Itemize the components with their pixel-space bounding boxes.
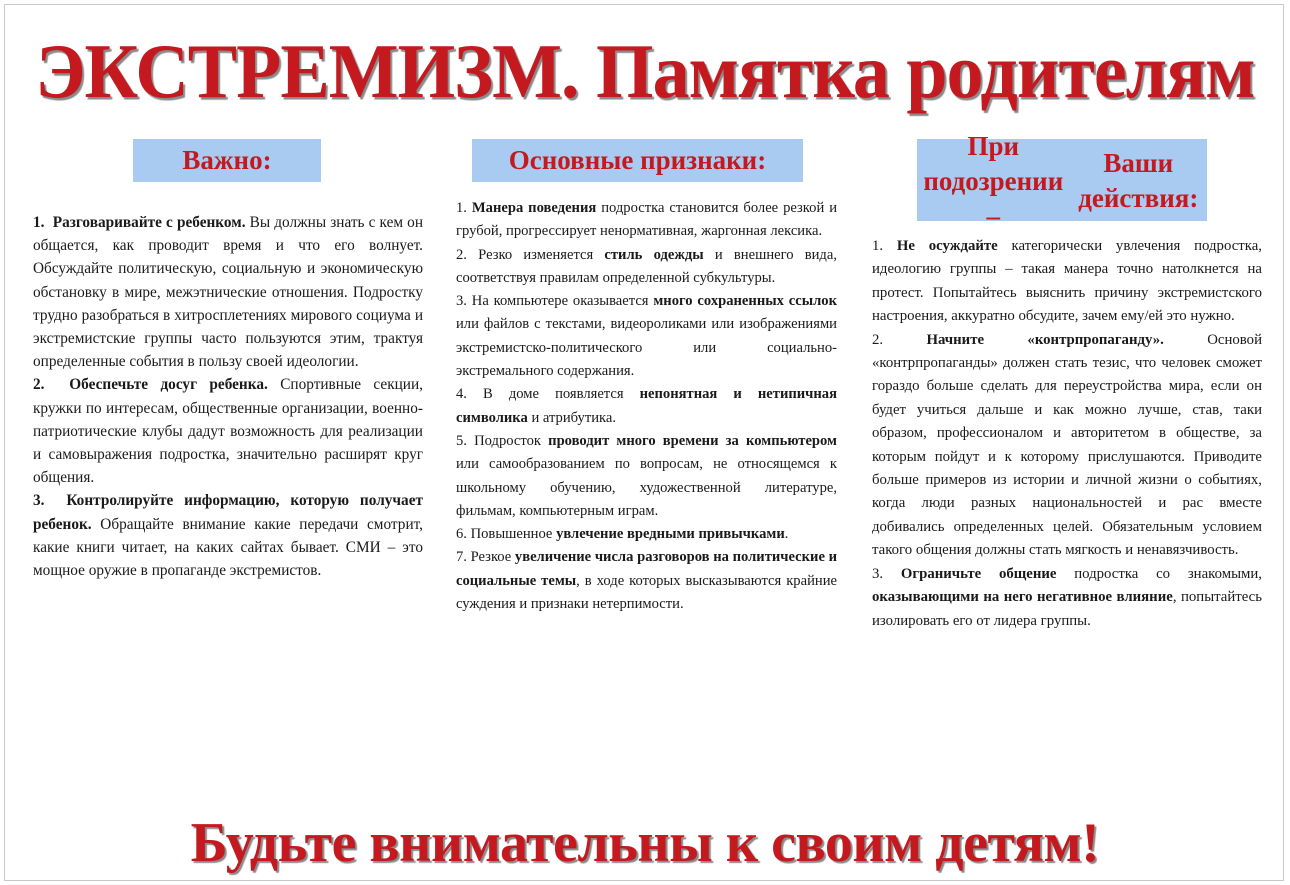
heading-actions-line2: Ваши действия: xyxy=(1078,148,1199,213)
list-item: 1. Разговаривайте с ребенком. Вы должны знать с кем он общается, как проводит время и что его волнует. Обсуждайте политическую, социальную и экономическую обстановку в мире, межэтнические отношения. Подростку трудно разобраться в хитросплетениях мирового социума и экстремистские группы часто пользуются этим, трактуя определенные события в пользу своей идеологии. xyxy=(33,214,424,371)
heading-actions xyxy=(917,130,1207,231)
column-signs xyxy=(456,197,837,616)
list-item: 3. Ограничьте общение подростка со знакомыми, оказывающими на него негативное влияние, попытайтесь изолировать его от лидера группы. xyxy=(872,565,1263,629)
list-item: 2. Начните «контрпропаганду». Основой «контрпропаганды» должен стать тезис, что человек сможет гораздо больше сделать для переустройства мира, если он будет учиться дальше и как можно лучше, став, таки образом, профессионалом и авторитетом в обществе, за которым пойдут и к которому прислушаются. Приводите больше примеров из истории и личной жизни о событиях, когда люди разных национальностей и рас вместе добивались определенных целей. Обязательным условием такого общения должны стать мягкость и ненавязчивость. xyxy=(872,331,1262,559)
list-item: 1. Не осуждайте категорически увлечения подростка, идеологию группы – такая манера точно натолкнется на протест. Попытайтесь выяснить причину экстремистского настроения, аккуратно обсудите, зачем ему/ей это нужно. xyxy=(872,238,1262,325)
heading-important: Важно: xyxy=(133,139,321,182)
column-actions xyxy=(872,235,1262,633)
list-item: 2. Резко изменяется стиль одежды и внешнего вида, соответствуя правилам определенной субкультуры. xyxy=(456,246,837,286)
footer-slogan: Будьте внимательны к своим детям! xyxy=(190,812,1100,874)
column-important xyxy=(33,211,423,582)
page-title: ЭКСТРЕМИЗМ. Памятка родителям xyxy=(35,28,1255,116)
list-item: 2. Обеспечьте досуг ребенка. Спортивные секции, кружки по интересам, общественные организации, военно-патриотические клубы дадут возможность для реализации и самовыражения подростка, значительно расширят круг общения. xyxy=(33,376,424,487)
list-item: 3. На компьютере оказывается много сохраненных ссылок или файлов с текстами, видеороликами или изображениями экстремистско-политического или социально-экстремального содержания. xyxy=(456,293,838,380)
heading-actions-line1: При подозрении – xyxy=(923,130,1064,231)
heading-signs: Основные признаки: xyxy=(472,139,803,182)
list-item: 6. Повышенное увлечение вредными привычками. xyxy=(456,526,789,543)
list-item: 7. Резкое увеличение числа разговоров на политические и социальные темы, в ходе которых высказываются крайние суждения и признаки нетерпимости. xyxy=(456,549,837,613)
list-item: 3. Контролируйте информацию, которую получает ребенок. Обращайте внимание какие передачи смотрит, какие книги читает, на каких сайтах бывает. СМИ – это мощное оружие в пропаганде экстремистов. xyxy=(33,492,424,580)
list-item: 1. Манера поведения подростка становится более резкой и грубой, прогрессирует ненормативная, жаргонная лексика. xyxy=(456,200,837,240)
list-item: 5. Подросток проводит много времени за компьютером или самообразованием по вопросам, не относящемся к школьному обучению, художественной литературе, фильмам, компьютерным играм. xyxy=(456,432,838,519)
list-item: 4. В доме появляется непонятная и нетипичная символика и атрибутика. xyxy=(456,386,837,426)
